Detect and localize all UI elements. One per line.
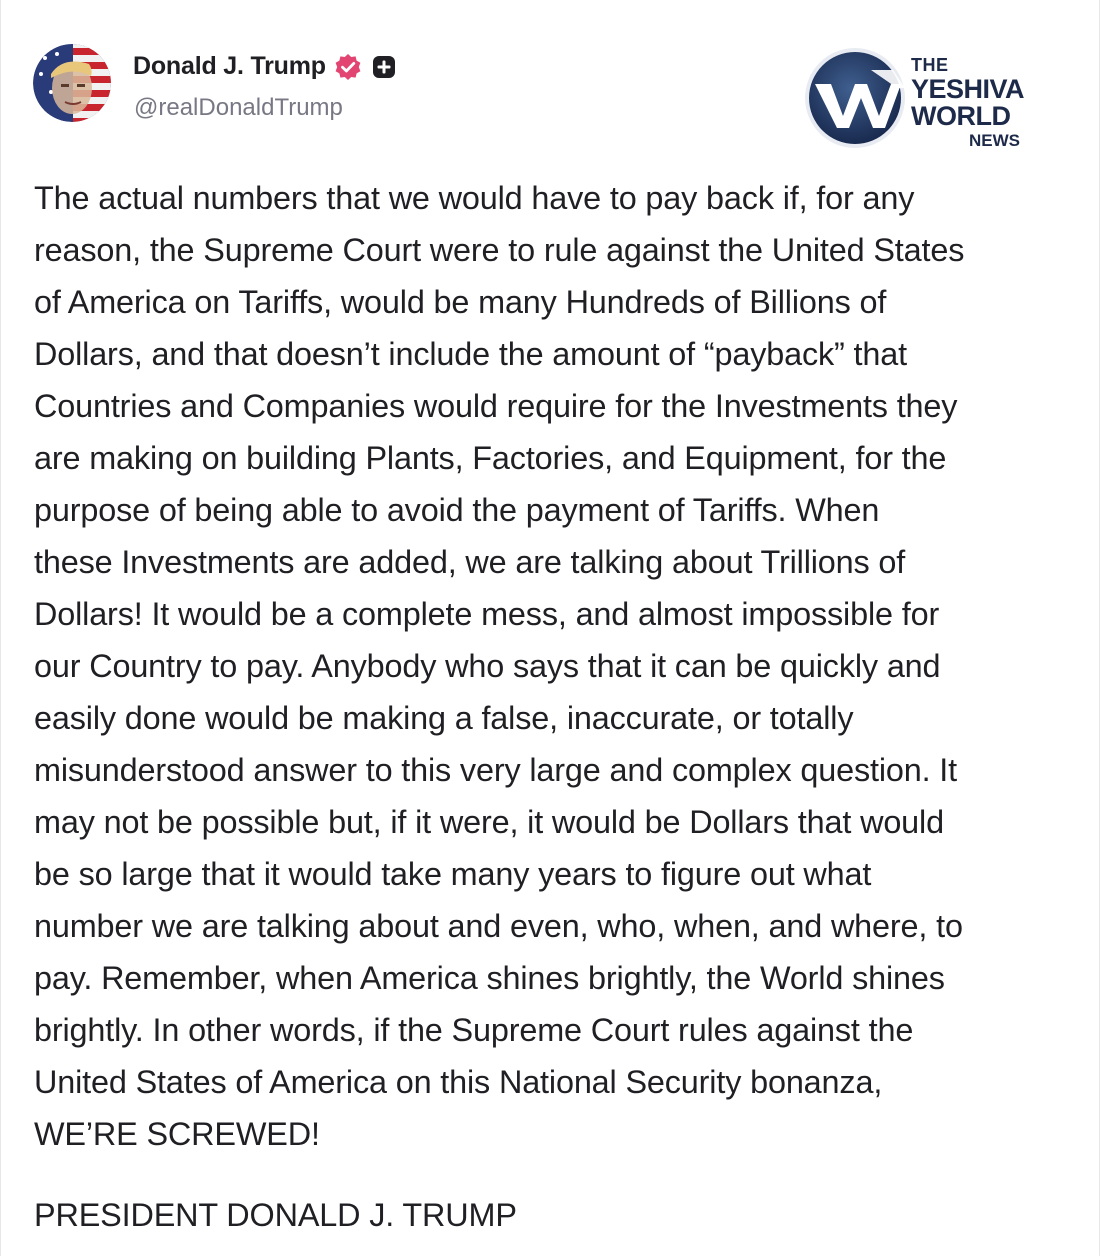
author-handle[interactable]: @realDonaldTrump bbox=[134, 94, 343, 121]
post-body bbox=[34, 172, 1084, 1160]
post-signature: PRESIDENT DONALD J. TRUMP bbox=[34, 1197, 517, 1233]
post-body-line: of America on Tariffs, would be many Hundreds of Billions of bbox=[34, 284, 887, 320]
logo-line-news: NEWS bbox=[969, 131, 1020, 150]
logo-line-world: WORLD bbox=[911, 101, 1011, 131]
post-body-line: Countries and Companies would require for the Investments they bbox=[34, 388, 958, 424]
portrait-flag-avatar-icon bbox=[33, 44, 111, 122]
post-body-line: The actual numbers that we would have to pay back if, for any bbox=[34, 180, 915, 216]
post-body-line: number we are talking about and even, who, when, and where, to bbox=[34, 908, 963, 944]
post-body-line: reason, the Supreme Court were to rule against the United States bbox=[34, 232, 965, 268]
post-header bbox=[33, 44, 733, 124]
avatar[interactable] bbox=[33, 44, 111, 122]
verified-badge-icon bbox=[334, 53, 362, 81]
post-body-line: misunderstood answer to this very large and complex question. It bbox=[34, 752, 958, 788]
post-body-line: brightly. In other words, if the Supreme Court rules against the bbox=[34, 1012, 914, 1048]
yeshiva-world-news-logo bbox=[801, 44, 1041, 152]
post-body-line: purpose of being able to avoid the payment of Tariffs. When bbox=[34, 492, 880, 528]
post-body-line: our Country to pay. Anybody who says that it can be quickly and bbox=[34, 648, 941, 684]
author-display-name[interactable]: Donald J. Trump bbox=[133, 52, 326, 80]
post-body-line: United States of America on this National Security bonanza, bbox=[34, 1064, 883, 1100]
post-body-line: Dollars, and that doesn’t include the amount of “payback” that bbox=[34, 336, 907, 372]
logo-line-the: THE bbox=[911, 55, 949, 75]
post-body-line: Dollars! It would be a complete mess, and almost impossible for bbox=[34, 596, 940, 632]
logo-line-yeshiva: YESHIVA bbox=[911, 74, 1025, 104]
post-body-line: WE’RE SCREWED! bbox=[34, 1116, 320, 1152]
post-body-line: pay. Remember, when America shines brightly, the World shines bbox=[34, 960, 945, 996]
yeshiva-world-news-logo-icon bbox=[801, 44, 911, 152]
post-body-line: may not be possible but, if it were, it would be Dollars that would bbox=[34, 804, 944, 840]
post-body-line: these Investments are added, we are talking about Trillions of bbox=[34, 544, 906, 580]
post-body-line: easily done would be making a false, inaccurate, or totally bbox=[34, 700, 854, 736]
logo-wordmark bbox=[911, 56, 1024, 149]
author-name-row bbox=[133, 52, 396, 81]
post-body-line: are making on building Plants, Factories, and Equipment, for the bbox=[34, 440, 947, 476]
plus-square-icon bbox=[372, 55, 396, 79]
post-body-line: be so large that it would take many years to figure out what bbox=[34, 856, 872, 892]
